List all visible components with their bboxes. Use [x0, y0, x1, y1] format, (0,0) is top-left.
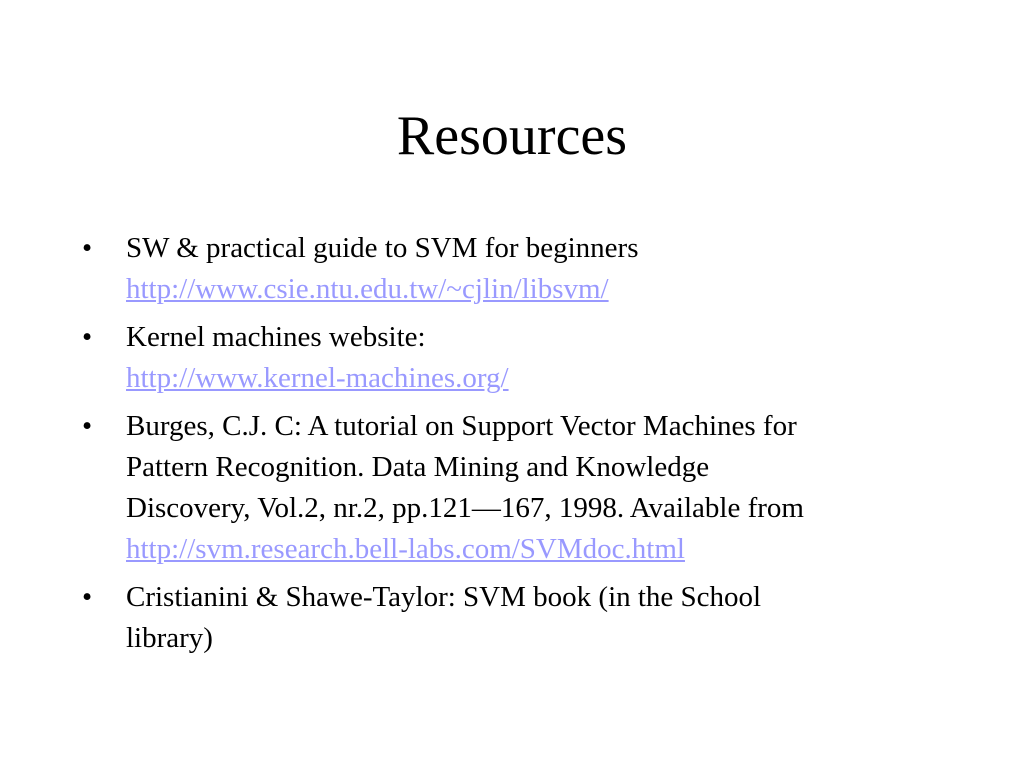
list-item [82, 317, 962, 399]
svmdoc-link[interactable]: http://svm.research.bell-labs.com/SVMdoc.html [126, 533, 685, 565]
list-item [82, 577, 962, 659]
bullet-icon: • [82, 410, 93, 442]
bullet-text: Burges, C.J. C: A tutorial on Support Vector Machines for [126, 410, 797, 442]
bullet-text: Kernel machines website: [126, 321, 426, 353]
list-item [82, 406, 962, 570]
bullet-text: Cristianini & Shawe-Taylor: SVM book (in the School [126, 581, 762, 613]
bullet-icon: • [82, 321, 93, 353]
bullet-text: Discovery, Vol.2, nr.2, pp.121—167, 1998. Available from [126, 492, 804, 524]
kernel-machines-link[interactable]: http://www.kernel-machines.org/ [126, 362, 509, 394]
bullet-icon: • [82, 581, 93, 613]
bullet-text: Pattern Recognition. Data Mining and Knowledge [126, 451, 710, 483]
libsvm-link[interactable]: http://www.csie.ntu.edu.tw/~cjlin/libsvm/ [126, 273, 609, 305]
resource-list [82, 228, 962, 666]
list-item [82, 228, 962, 310]
bullet-text: SW & practical guide to SVM for beginners [126, 232, 639, 264]
bullet-text: library) [126, 622, 213, 654]
slide-title: Resources [396, 105, 628, 167]
bullet-icon: • [82, 232, 93, 264]
